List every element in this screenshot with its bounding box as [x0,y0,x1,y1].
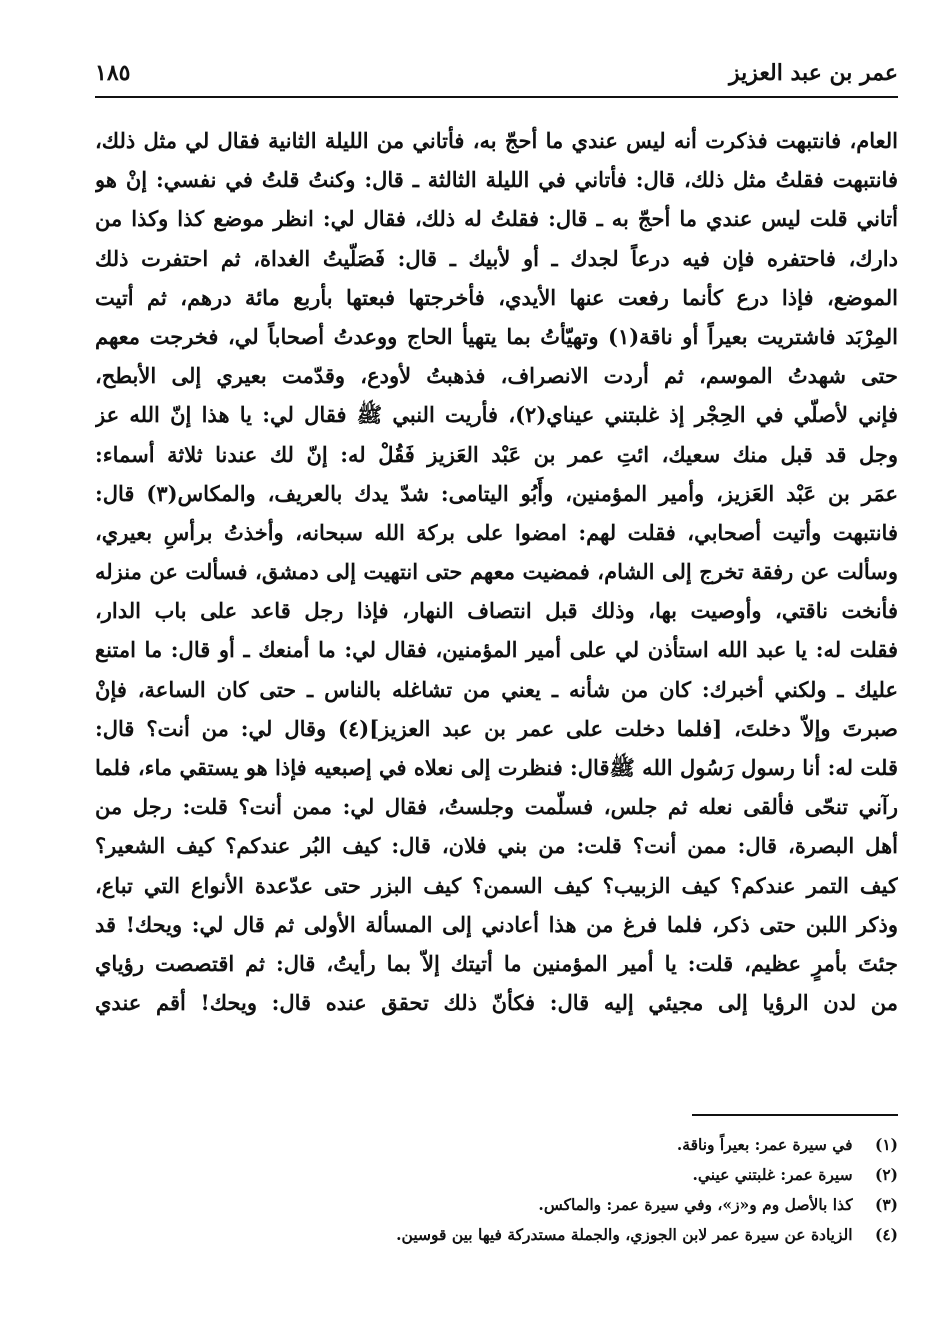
text-line: كيف التمر عندكم؟ كيف الزبيب؟ كيف السمن؟ كيف البزر حتى عدّعدة الأنواع التي تباع، [95,872,898,898]
text-line: فانتبهت فقلتُ مثل ذلك، قال: فأتاني في الليلة الثالثة ـ قال: وكنتُ قلتُ في نفسي: إنْ هو [95,167,898,193]
footnote [138,1190,898,1220]
text-line: عمَر بن عَبْد العَزيز، وأمير المؤمنين، وأَبُو اليتامى: شدّ يدك بالعريف، والمكاس(٣) قال: [95,480,898,506]
running-title: عمر بن عبد العزيز [729,60,898,86]
text-line: من لدن الرؤيا إلى مجيئي إليه قال: فكأنّ ذلك تحقق عنده قال: ويحك! أقم عندي [95,990,898,1016]
footnote-text: في سيرة عمر: بعيراً وناقة. [676,1135,853,1154]
text-line: وسألت عن رفقة تخرج إلى الشام، فمضيت معهم حتى انتهيت إلى دمشق، فسألت عن منزله [95,559,898,585]
text-line: أتاني قلت ليس عندي ما أحجّ به ـ قال: فقلتُ له ذلك، فقال لي: انظر موضع كذا وكذا من [95,206,898,232]
text-line: عليك ـ ولكني أخبرك: كان من شأنه ـ يعني من تشاغله بالناس ـ حتى كان الساعة، فإنْ [95,676,898,702]
page-number: ١٨٥ [95,60,131,86]
footnote-number: (١) [874,1135,898,1154]
text-line: وجل قد قبل منك سعيك، ائتِ عمر بن عَبْد العَزيز فَقُلْ له: إنّ لك عندنا ثلاثة أسماء: [95,441,898,467]
text-line: رآني تنحّى فألقى نعله ثم جلس، فسلّمت وجلستُ، فقال لي: ممن أنت؟ قلت: رجل من [95,794,898,820]
text-line: فانتبهت وأتيت أصحابي، فقلت لهم: امضوا على بركة الله سبحانه، وأخذتُ برأسِ بعيري، [95,519,898,545]
text-line: فإني لأصلّي في الحِجْر إذ غلبتني عيناي(٢)، فأريت النبي ﷺ فقال لي: يا هذا إنّ الله عز [95,402,898,428]
text-line: صبرتَ وإلاّ دخلتَ، [فلما دخلت على عمر بن عبد العزيز](٤) وقال لي: من أنت؟ قال: [95,715,898,741]
footnote-divider [692,1114,898,1116]
footnote [138,1220,898,1250]
text-line: المِرْبَد فاشتريت بعيراً أو ناقة(١) وتهيّأتُ بما يتهيأ الحاج ووعدتُ أصحاباً لي، فخرجت معهم [95,323,898,349]
footnote-number: (٤) [874,1225,898,1244]
text-line: أهل البصرة، قال: ممن أنت؟ قلت: من بني فلان، قال: كيف البُر عندكم؟ كيف الشعير؟ [95,833,898,859]
footnote [138,1160,898,1190]
footnote-text: الزيادة عن سيرة عمر لابن الجوزي، والجملة مستدركة فيها بين قوسين. [396,1225,853,1244]
text-line: دارك، فاحتفره فإن فيه درعاً لجدك ـ أو لأبيك ـ قال: فَصَلّيتُ الغداة، ثم احتفرت ذلك [95,245,898,271]
page-header [95,52,898,98]
footnote [138,1130,898,1160]
text-line: فقلت له: يا عبد الله استأذن لي على أمير المؤمنين، فقال لي: ما أمنعك ـ أو قال: ما امتنع [95,637,898,663]
body-text [95,121,898,1022]
footnote-number: (٣) [874,1195,898,1214]
text-line: حتى شهدتُ الموسم، ثم أردت الانصراف، فذهبتُ لأودع، وقدّمت بعيري إلى الأبطح، [95,363,898,389]
footnote-text: سيرة عمر: غلبتني عيني. [692,1165,853,1184]
footnote-number: (٢) [874,1165,898,1184]
text-line: قلت له: أنا رسول رَسُول الله ﷺقال: فنظرت إلى نعلاه في إصبعيه فإذا هو يستقي ماء، فلما [95,755,898,780]
text-line: وذكر اللبن حتى ذكر، فلما فرغ من هذا أعادني إلى المسألة الأولى ثم قال لي: ويحك! قد [95,911,898,937]
footnote-text: كذا بالأصل وم و«ز»، وفي سيرة عمر: والماكس. [538,1195,853,1214]
text-line: جئتَ بأمرٍ عظيم، قلت: يا أمير المؤمنين ما أتيتك إلاّ بما رأيتُ، قال: ثم اقتصصت رؤياي [95,950,898,976]
text-line: الموضع، فإذا درع كأنما رفعت عنها الأيدي، فأخرجتها فبعتها بأربع مائة درهم، ثم أتيت [95,284,898,310]
text-line: العام، فانتبهت فذكرت أنه ليس عندي ما أحجّ به، فأتاني من الليلة الثانية فقال لي مثل ذلك، [95,128,898,153]
text-line: فأنخت ناقتي، وأوصيت بها، وذلك قبل انتصاف النهار، فإذا رجل قاعد على باب الدار، [95,598,898,624]
footnotes [138,1130,898,1250]
